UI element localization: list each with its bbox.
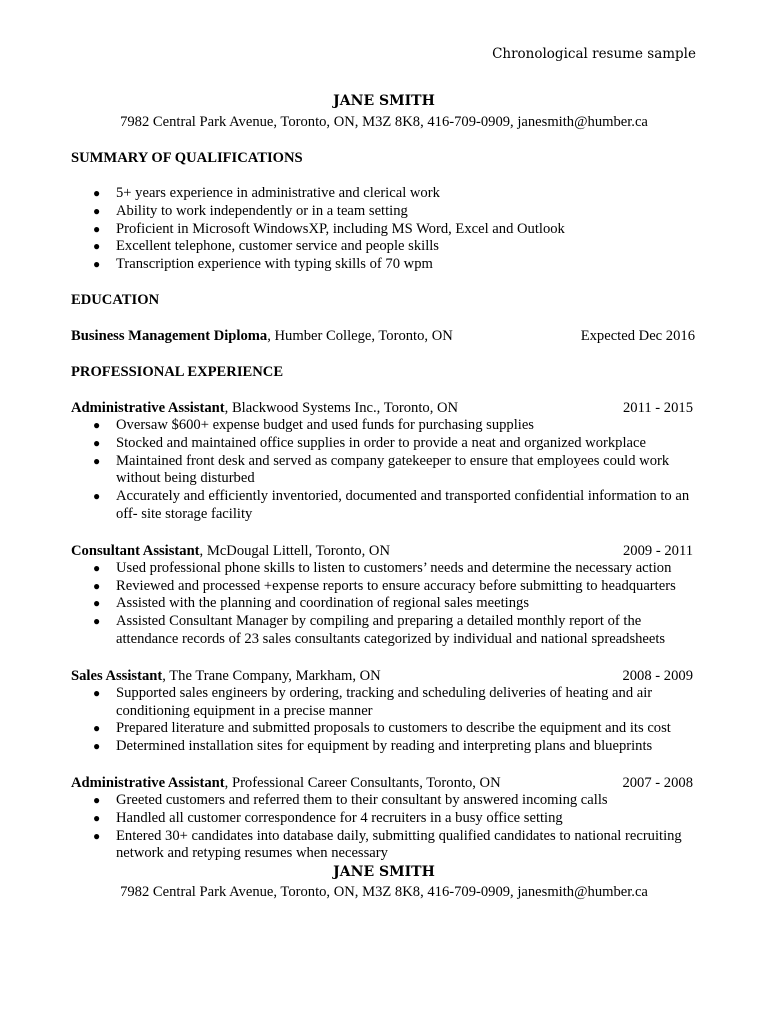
bullet-icon: ●	[93, 418, 101, 432]
bullet-icon: ●	[93, 810, 101, 825]
bullet-icon: ●	[93, 453, 101, 468]
job-entry	[71, 667, 695, 756]
list-item: ● Greeted customers and referred them to their consultant by answered incoming calls	[93, 791, 608, 808]
bullet-icon: ●	[93, 721, 101, 736]
list-item: ● Stocked and maintained office supplies in order to provide a neat and organized workplace	[93, 434, 646, 451]
list-item: ● Excellent telephone, customer service and people skills	[93, 238, 439, 255]
job-duties	[71, 560, 695, 649]
list-item: ● Determined installation sites for equipment by reading and interpreting plans and blueprints	[93, 738, 653, 755]
list-item: ● Proficient in Microsoft WindowsXP, including MS Word, Excel and Outlook	[93, 220, 565, 237]
job-detail: , Professional Career Consultants, Toronto, ON	[224, 774, 501, 791]
job-detail: , Blackwood Systems Inc., Toronto, ON	[224, 400, 459, 416]
bullet-icon: ●	[93, 257, 101, 272]
bullet-icon: ●	[93, 614, 101, 629]
list-item: ● Reviewed and processed +expense reports to ensure accuracy before submitting to headquarters	[93, 577, 676, 594]
job-duties	[71, 685, 695, 756]
education-date: Expected Dec 2016	[580, 328, 695, 344]
bullet-icon: ●	[93, 221, 101, 236]
job-entry	[71, 774, 695, 863]
list-item: ● Maintained front desk and served as company gatekeeper to ensure that employees could work without being disturbed	[93, 452, 670, 487]
job-dates: 2009 - 2011	[623, 542, 693, 559]
bullet-icon: ●	[93, 739, 101, 754]
job-title: Sales Assistant	[71, 667, 163, 684]
job-duties	[71, 417, 695, 524]
job-title: Administrative Assistant	[71, 400, 225, 416]
education-entry	[71, 327, 695, 345]
header-contact: 7982 Central Park Avenue, Toronto, ON, M3Z 8K8, 416-709-0909, janesmith@humber.ca	[120, 114, 648, 130]
list-item: ● Handled all customer correspondence for 4 recruiters in a busy office setting	[93, 809, 563, 826]
list-item: ● Assisted Consultant Manager by compiling and preparing a detailed monthly report of the attendance records of 23 sales consultants categorized by individual and national spreadsheets	[93, 613, 666, 647]
bullet-icon: ●	[93, 578, 101, 593]
list-item: ● Entered 30+ candidates into database daily, submitting qualified candidates to national recruiting network and retyping resumes when necessary	[93, 827, 682, 862]
bullet-icon: ●	[93, 203, 101, 218]
summary-list	[71, 185, 695, 274]
job-header	[71, 667, 695, 685]
bullet-icon: ●	[93, 239, 101, 254]
footer-contact: 7982 Central Park Avenue, Toronto, ON, M3Z 8K8, 416-709-0909, janesmith@humber.ca	[120, 884, 648, 900]
footer-name: JANE SMITH	[333, 864, 435, 880]
job-header	[71, 399, 695, 417]
job-detail: , McDougal Littell, Toronto, ON	[199, 542, 390, 559]
bullet-icon: ●	[93, 792, 101, 807]
job-header	[71, 774, 695, 792]
education-section	[71, 291, 695, 345]
education-title: Business Management Diploma	[71, 328, 268, 344]
list-item: ● Ability to work independently or in a team setting	[93, 202, 408, 219]
bullet-icon: ●	[93, 685, 101, 700]
bullet-icon: ●	[93, 186, 101, 200]
list-item: ● Assisted with the planning and coordination of regional sales meetings	[93, 595, 530, 612]
job-title: Administrative Assistant	[71, 774, 225, 791]
list-item: ● Transcription experience with typing skills of 70 wpm	[93, 256, 433, 273]
job-duties	[71, 792, 695, 863]
job-header	[71, 542, 695, 560]
list-item: ● Used professional phone skills to listen to customers’ needs and determine the necessary action	[93, 559, 672, 576]
education-detail: , Humber College, Toronto, ON	[267, 328, 453, 344]
job-dates: 2007 - 2008	[622, 774, 693, 791]
list-item: ● Prepared literature and submitted proposals to customers to describe the equipment and its cost	[93, 720, 671, 737]
job-entry	[71, 399, 695, 524]
job-dates: 2008 - 2009	[622, 667, 693, 684]
summary-heading: SUMMARY OF QUALIFICATIONS	[71, 150, 303, 166]
job-entry	[71, 542, 695, 649]
bullet-icon: ●	[93, 560, 101, 575]
bullet-icon: ●	[93, 489, 101, 504]
education-heading: EDUCATION	[71, 292, 160, 308]
bullet-icon: ●	[93, 435, 101, 450]
summary-section	[71, 149, 695, 274]
list-item: ● 5+ years experience in administrative and clerical work	[93, 185, 440, 201]
experience-section	[71, 363, 695, 863]
list-item: ● Oversaw $600+ expense budget and used funds for purchasing supplies	[93, 417, 534, 433]
job-detail: , The Trane Company, Markham, ON	[162, 667, 381, 684]
experience-heading: PROFESSIONAL EXPERIENCE	[71, 364, 284, 380]
header-name: JANE SMITH	[333, 93, 435, 109]
job-dates: 2011 - 2015	[623, 400, 693, 416]
bullet-icon: ●	[93, 596, 101, 611]
document-label: Chronological resume sample	[492, 46, 696, 62]
bullet-icon: ●	[93, 828, 101, 843]
list-item: ● Supported sales engineers by ordering, tracking and scheduling deliveries of heating and air conditioning equipment in a precise manner	[93, 684, 653, 719]
job-title: Consultant Assistant	[71, 542, 200, 559]
list-item: ● Accurately and efficiently inventoried, documented and transported confidential information to an off- site storage facility	[93, 488, 690, 522]
